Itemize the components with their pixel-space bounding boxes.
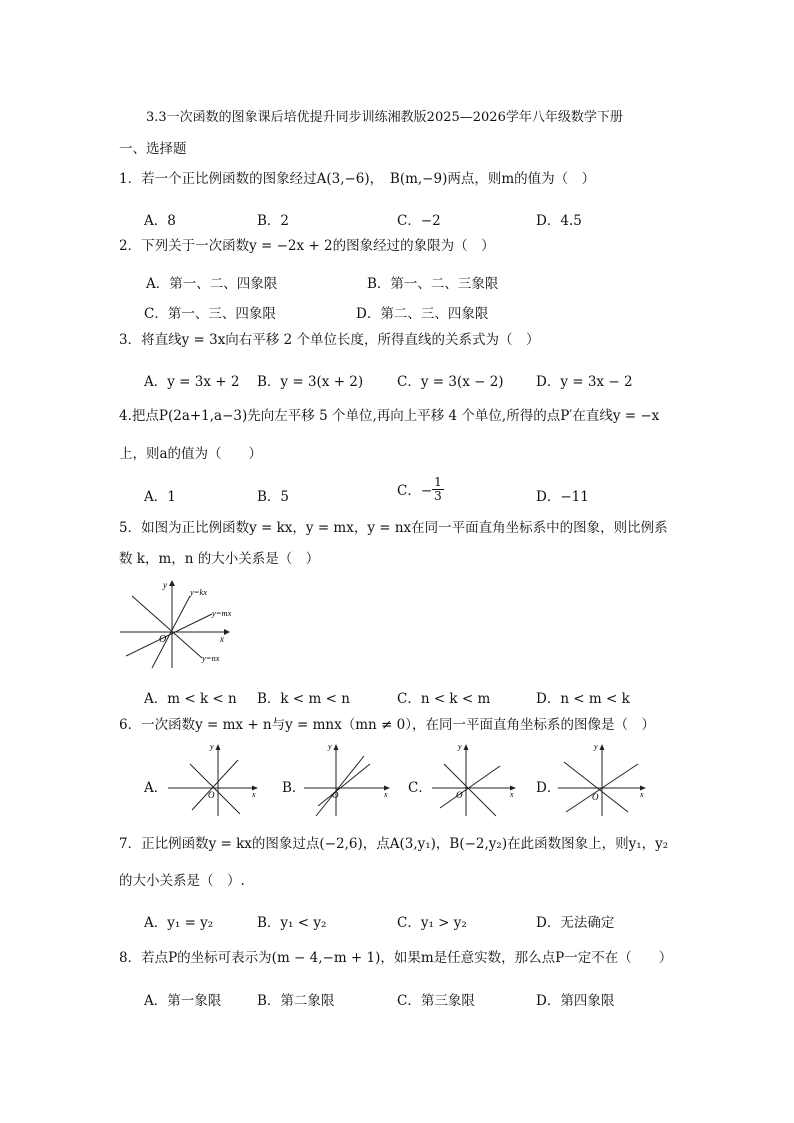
- q4-option-c-label: C．−: [397, 483, 433, 500]
- q5-label-m: y=mx: [212, 608, 232, 618]
- q1-option-b: B．2: [257, 213, 290, 229]
- q6b-origin-label: O: [332, 790, 339, 800]
- question-5-stem-line2: 数 k，m，n 的大小关系是（ ）: [119, 551, 320, 567]
- q7-option-d: D．无法确定: [536, 915, 615, 931]
- q6a-x-label: x: [252, 790, 256, 799]
- q6-option-a: A．: [144, 780, 168, 796]
- q6b-line-1: [316, 756, 364, 816]
- q6c-line-1: [444, 764, 496, 816]
- q4-option-a: A．1: [144, 489, 176, 505]
- q6c-y-arrow-icon: [464, 744, 469, 750]
- q6c-x-label: x: [510, 790, 514, 799]
- q6-option-d: D．: [536, 780, 561, 796]
- q7-option-c: C．y₁ > y₂: [397, 915, 467, 931]
- fraction-denominator: 3: [434, 488, 442, 503]
- q2-option-c: C．第一、三、四象限: [144, 306, 276, 322]
- q5-x-arrow-icon: [224, 629, 230, 635]
- q5-graph: [116, 578, 256, 670]
- q3-option-c: C．y = 3(x − 2): [397, 374, 504, 390]
- q6b-y-arrow-icon: [334, 744, 339, 750]
- q6a-line-2: [190, 764, 240, 814]
- question-4-stem-line2: 上，则a的值为（ ）: [119, 446, 263, 462]
- question-7-stem-line1: 7．正比例函数y = kx的图象过点(−2,6)，点A(3,y₁)，B(−2,y₂)在此函数图象上，则y₁，y₂: [119, 836, 669, 852]
- q6-option-c: C．: [408, 780, 432, 796]
- q4-option-b: B．5: [257, 489, 290, 505]
- q6b-line-2: [318, 764, 370, 806]
- q5-y-label: y: [163, 580, 167, 590]
- q1-option-a: A．8: [144, 213, 176, 229]
- q2-option-b: B．第一、二、三象限: [367, 276, 499, 292]
- q6d-x-label: x: [640, 790, 644, 799]
- q4-option-c: [397, 476, 444, 502]
- fraction-numerator: 1: [434, 475, 442, 489]
- question-3-stem: 3．将直线y = 3x向右平移 2 个单位长度，所得直线的关系式为（ ）: [119, 332, 540, 348]
- question-1-stem: 1．若一个正比例函数的图象经过A(3,−6)， B(m,−9)两点，则m的值为（ ）: [119, 171, 596, 187]
- q6-graph-b: [302, 742, 394, 818]
- q6c-origin-label: O: [456, 790, 463, 800]
- q5-x-label: x: [220, 634, 224, 644]
- q6-graph-c: [430, 742, 520, 818]
- q5-option-a: A．m < k < n: [144, 691, 237, 707]
- question-4-stem-line1: 4.把点P(2a+1,a−3)先向左平移 5 个单位,再向上平移 4 个单位,所得的点P′在直线y = −x: [119, 408, 660, 424]
- q6-graph-d: [556, 742, 652, 818]
- q6b-x-label: x: [384, 790, 388, 799]
- q6a-y-label: y: [210, 742, 214, 751]
- q5-origin-label: O: [159, 634, 167, 645]
- q6d-origin-label: O: [592, 792, 599, 802]
- section-heading: 一、选择题: [119, 141, 187, 157]
- q5-label-n: y=nx: [202, 653, 220, 663]
- q3-option-d: D．y = 3x − 2: [536, 374, 633, 390]
- q5-line-m: [126, 614, 212, 656]
- q6c-y-label: y: [458, 742, 462, 751]
- q6d-y-arrow-icon: [600, 744, 605, 750]
- q2-option-d: D．第二、三、四象限: [356, 306, 489, 322]
- q8-option-a: A．第一象限: [144, 993, 222, 1009]
- q5-y-arrow-icon: [169, 580, 175, 586]
- q5-option-c: C．n < k < m: [397, 691, 491, 707]
- question-8-stem: 8．若点P的坐标可表示为(m − 4,−m + 1)，如果m是任意实数，那么点P一定不在（ ）: [119, 950, 673, 966]
- q6a-y-arrow-icon: [216, 744, 221, 750]
- page-title: 3.3一次函数的图象课后培优提升同步训练湘教版2025—2026学年八年级数学下册: [146, 110, 623, 125]
- q6a-origin-label: O: [208, 790, 215, 800]
- question-2-stem: 2．下列关于一次函数y = −2x + 2的图象经过的象限为（ ）: [119, 238, 495, 254]
- q2-option-a: A．第一、二、四象限: [146, 276, 278, 292]
- q6-graph-a: [166, 742, 262, 818]
- q3-option-a: A．y = 3x + 2: [144, 374, 240, 390]
- q6d-line-1: [564, 762, 628, 812]
- q6b-y-label: y: [328, 742, 332, 751]
- q6c-line-2: [440, 766, 500, 808]
- q3-option-b: B．y = 3(x + 2): [257, 374, 364, 390]
- q7-option-a: A．y₁ = y₂: [144, 915, 214, 931]
- q6-option-b: B．: [282, 780, 306, 796]
- q5-line-n: [132, 596, 202, 658]
- q5-label-k: y=kx: [190, 587, 208, 597]
- q8-option-d: D．第四象限: [536, 993, 615, 1009]
- question-6-stem: 6．一次函数y = mx + n与y = mnx（mn ≠ 0），在同一平面直角坐标系的图像是（ ）: [119, 717, 655, 733]
- q1-option-d: D．4.5: [536, 213, 582, 229]
- question-5-stem-line1: 5．如图为正比例函数y = kx，y = mx，y = nx在同一平面直角坐标系中的图象，则比例系: [119, 520, 668, 536]
- q8-option-b: B．第二象限: [257, 993, 335, 1009]
- question-7-stem-line2: 的大小关系是（ ）.: [119, 873, 245, 889]
- q4-option-d: D．−11: [536, 489, 589, 505]
- q4-option-c-fraction: [432, 476, 444, 502]
- q5-option-b: B．k < m < n: [257, 691, 350, 707]
- q7-option-b: B．y₁ < y₂: [257, 915, 327, 931]
- q6d-y-label: y: [594, 742, 598, 751]
- q8-option-c: C．第三象限: [397, 993, 475, 1009]
- q6a-line-1: [192, 760, 238, 810]
- q1-option-c: C．−2: [397, 213, 441, 229]
- q5-option-d: D．n < m < k: [536, 691, 630, 707]
